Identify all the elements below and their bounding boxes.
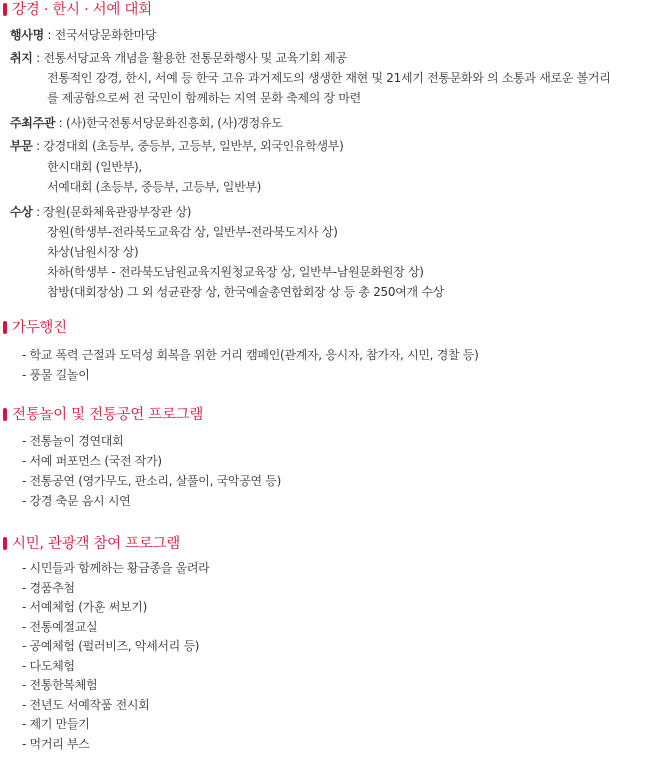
award-line-1: : 장원(문화체육관광부장관 상)	[32, 205, 192, 219]
host-label: 행사명	[10, 28, 44, 42]
citizen-heading	[0, 534, 650, 554]
parade-heading	[0, 318, 650, 338]
organizer-value: : (사)한국전통서당문화진흥회, (사)갱정유도	[55, 116, 283, 130]
list-item: - 강경 축문 음시 시연	[22, 494, 131, 508]
award-line-3: 차상(남원시장 상)	[47, 245, 139, 259]
list-item: - 시민들과 함께하는 황금종을 울려라	[22, 561, 210, 575]
organizer-row	[10, 114, 282, 133]
list-item: - 학교 폭력 근절과 도덕성 회복을 위한 거리 캠페인(관계자, 응시자, 참가자, 시민, 경찰 등)	[22, 348, 479, 362]
heading-marker	[3, 321, 7, 334]
host-value: : 전국서당문화한마당	[43, 28, 157, 42]
list-item: - 전통공연 (영가무도, 판소리, 살풀이, 국악공연 등)	[22, 474, 281, 488]
parade-title: 가두행진	[12, 320, 67, 336]
citizen-section	[0, 534, 650, 751]
performance-heading	[0, 405, 650, 425]
organizer-label: 주최주관	[10, 116, 56, 130]
list-item: - 전통한복체험	[22, 678, 98, 692]
list-item: - 경품추첨	[22, 581, 75, 595]
list-item: - 전년도 서예작품 전시회	[22, 698, 150, 712]
list-item: - 공예체험 (펄러비즈, 악세서리 등)	[22, 639, 200, 653]
award-line-4: 차하(학생부 - 전라북도남원교육지원청교육장 상, 일반부-남원문화원장 상)	[47, 265, 424, 279]
list-item: - 서예체험 (가훈 써보기)	[22, 600, 147, 614]
list-item: - 전통놀이 경연대회	[22, 434, 124, 448]
purpose-row	[10, 49, 347, 68]
list-item: - 서예 퍼포먼스 (국전 작가)	[22, 454, 162, 468]
division-line-3: 서예대회 (초등부, 중등부, 고등부, 일반부)	[47, 180, 262, 194]
list-item: - 다도체험	[22, 659, 75, 673]
purpose-line-3: 를 제공함으로써 전 국민이 함께하는 지역 문화 축제의 장 마련	[47, 91, 361, 105]
list-item: - 제기 만들기	[22, 717, 90, 731]
host-row	[10, 26, 156, 45]
award-label: 수상	[10, 205, 33, 219]
division-line-2: 한시대회 (일반부),	[47, 160, 142, 174]
purpose-label: 취지	[10, 51, 33, 65]
heading-marker	[3, 3, 7, 16]
contest-title: 강경 · 한시 · 서예 대회	[12, 2, 152, 18]
contest-section	[0, 0, 650, 299]
award-row	[10, 203, 191, 222]
performance-title: 전통놀이 및 전통공연 프로그램	[12, 407, 204, 423]
heading-marker	[3, 408, 7, 421]
division-label: 부문	[10, 139, 33, 153]
award-line-5: 참방(대회장상) 그 외 성균관장 상, 한국예술총연합회장 상 등 총 250여개 수상	[47, 285, 444, 299]
citizen-title: 시민, 관광객 참여 프로그램	[12, 536, 181, 552]
list-item: - 풍물 길놀이	[22, 368, 90, 382]
award-line-2: 장원(학생부-전라북도교육감 상, 일반부-전라북도지사 상)	[47, 225, 338, 239]
list-item: - 전통예절교실	[22, 620, 98, 634]
heading-marker	[3, 537, 7, 550]
parade-section	[0, 318, 650, 382]
contest-heading	[0, 0, 650, 20]
purpose-line-2: 전통적인 강경, 한시, 서예 등 한국 고유 과거제도의 생생한 재현 및 21세기 전통문화와 의 소통과 새로운 볼거리	[47, 71, 611, 85]
performance-section	[0, 405, 650, 508]
list-item: - 먹거리 부스	[22, 737, 90, 751]
purpose-line-1: : 전통서당교육 개념을 활용한 전통문화행사 및 교육기회 제공	[32, 51, 347, 65]
division-line-1: : 강경대회 (초등부, 중등부, 고등부, 일반부, 외국인유학생부)	[32, 139, 344, 153]
division-row	[10, 137, 343, 156]
